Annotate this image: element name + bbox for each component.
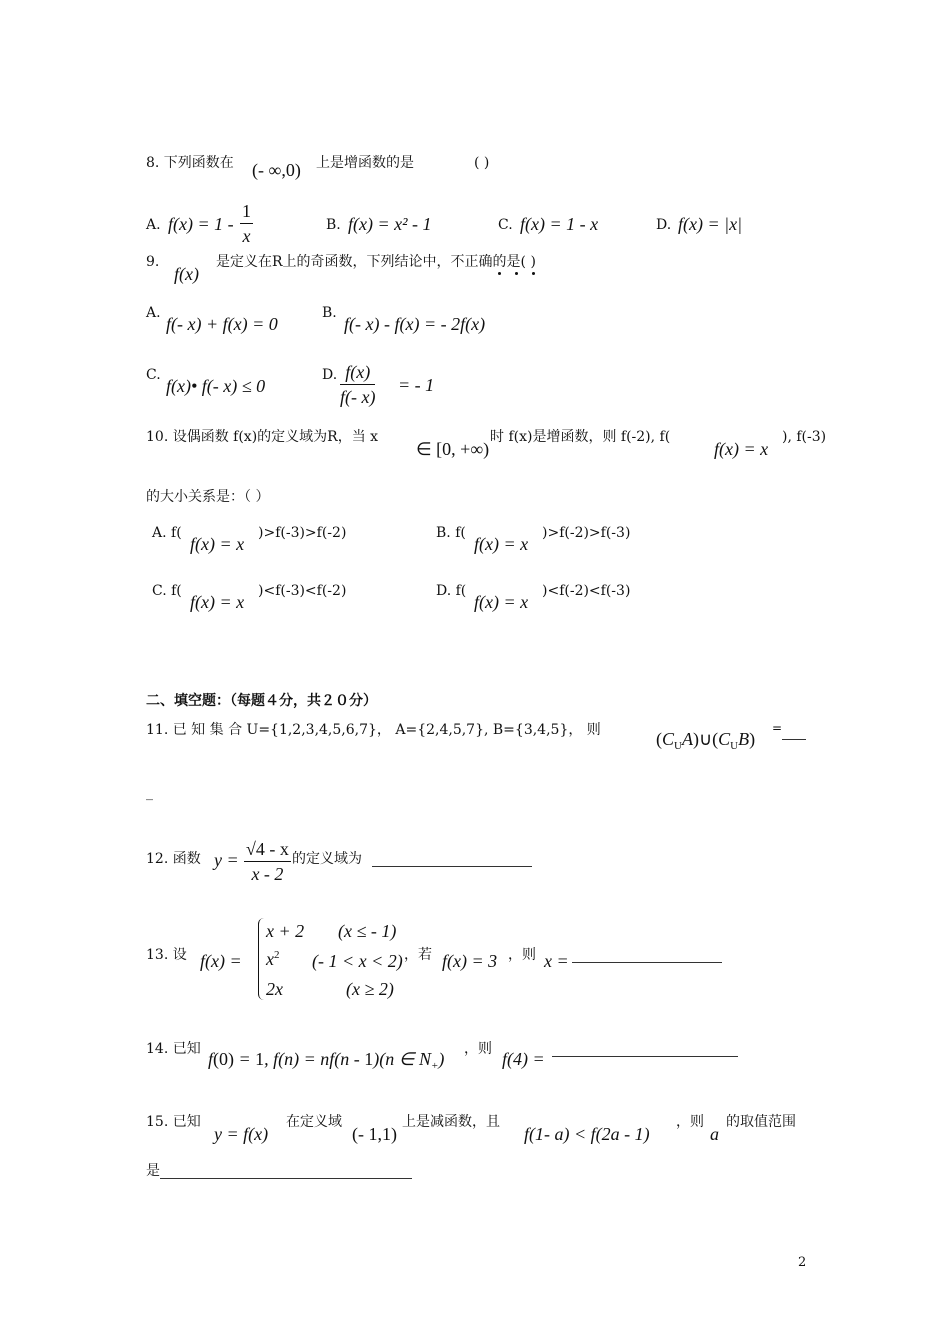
q10-option-a-fx: f(x) = x [190, 534, 245, 554]
q12-numerator: √4 - x [244, 840, 291, 862]
section-2-title: 二、填空题：（每题４分，共２０分） [146, 693, 377, 709]
q10-option-c-pre: C. f( [152, 583, 182, 599]
q9-option-a-label: A. [146, 305, 161, 321]
q9-d-denominator: f(- x) [340, 387, 376, 407]
q8-option-c-expr: f(x) = 1 - x [520, 214, 599, 234]
q9-option-b-label: B. [322, 305, 337, 321]
page-number: 2 [798, 1255, 807, 1270]
q10-option-d-fx: f(x) = x [474, 592, 529, 612]
q13-cond1: (x ≤ - 1) [338, 921, 397, 941]
q13-stem: 13. 设 [146, 947, 187, 963]
q15-fx: y = f(x) [214, 1124, 269, 1144]
q9-option-d-fraction [340, 363, 375, 406]
q13-case1: x + 2 [266, 921, 305, 941]
q10-fx-eq: f(x) = x [714, 439, 769, 459]
q14-ans: f(4) = [502, 1049, 545, 1069]
q13-cond3: (x ≥ 2) [346, 979, 394, 999]
q10-stem4: 的大小关系是：（ ） [146, 489, 270, 505]
q8-answer-paren: ( ) [474, 155, 490, 171]
q10-option-b-post: )>f(-2)>f(-3) [542, 525, 631, 541]
q15-a: a [710, 1124, 719, 1144]
q14-stem: 14. 已知 [146, 1041, 201, 1057]
q9-option-d-label: D. [322, 367, 338, 383]
q13-case2: $x^2$ [266, 949, 280, 969]
q8-option-a-expr: f(x) = 1 - [168, 214, 234, 234]
q15-stem3: 上是减函数，且 [402, 1114, 500, 1130]
q15-stem5: 是 [146, 1163, 160, 1179]
q12-y: y = [214, 850, 239, 870]
q11-expr: $(C_UA)\cup(C_UB)$ [656, 729, 756, 752]
q13-answer-blank[interactable] [572, 962, 722, 963]
q9-fx: f(x) [174, 264, 199, 284]
emphasis-dot [532, 272, 535, 275]
q9-stem: 是定义在R上的奇函数，下列结论中，不正确的是( ) [216, 254, 536, 270]
q15-domain: (- 1,1) [352, 1124, 397, 1144]
q15-stem2: 在定义域 [286, 1114, 342, 1130]
q10-option-b-pre: B. f( [436, 525, 466, 541]
q15-answer-blank[interactable] [160, 1178, 412, 1179]
q9-option-b-expr: f(- x) - f(x) = - 2f(x) [344, 314, 486, 334]
q12-answer-blank[interactable] [372, 866, 532, 867]
q8-interval: (- ∞,0) [252, 160, 301, 180]
q15-stem4: 的取值范围 [726, 1114, 796, 1130]
q8-a-denominator: x [242, 226, 251, 246]
q8-option-b-label: B. [326, 217, 341, 233]
q14-expr: f(0) = 1, f(n) = nf(n - 1)(n ∈ $N_+$) [208, 1049, 445, 1072]
q12-stem2: 的定义域为 [292, 851, 362, 867]
emphasis-dot [498, 272, 501, 275]
q12-fraction [244, 840, 291, 883]
emphasis-dot [515, 272, 518, 275]
q9-d-numerator: f(x) [340, 363, 375, 385]
q10-stem3: ), f(-3) [782, 429, 827, 445]
q10-interval: ∈ [0, +∞) [416, 439, 490, 459]
q8-option-a-fraction [240, 202, 253, 245]
q8-a-numerator: 1 [240, 202, 253, 224]
q8-option-c-label: C. [498, 217, 513, 233]
q8-option-b-expr: f(x) = x² - 1 [348, 214, 432, 234]
q10-stem2: 时 f(x)是增函数，则 f(-2), f( [490, 429, 671, 445]
q12-denominator: x - 2 [251, 864, 284, 884]
q10-option-b-fx: f(x) = x [474, 534, 529, 554]
q12-stem: 12. 函数 [146, 851, 201, 867]
q10-stem1: 10. 设偶函数 f(x)的定义域为R，当 x [146, 429, 379, 445]
q8-option-a-label: A. [146, 217, 161, 233]
q10-option-a-pre: A. f( [152, 525, 182, 541]
q10-option-a-post: )>f(-3)>f(-2) [258, 525, 347, 541]
q8-stem: 8. 下列函数在 [146, 155, 234, 171]
q10-option-d-post: )<f(-2)<f(-3) [542, 583, 631, 599]
q9-option-d-rest: = - 1 [398, 375, 435, 395]
q11-equals: = [772, 721, 783, 735]
q11-answer-blank[interactable] [782, 739, 806, 740]
q15-stem: 15. 已知 [146, 1114, 201, 1130]
q8-option-d-label: D. [656, 217, 672, 233]
q13-then: ，则 [508, 947, 536, 963]
q14-then: ，则 [464, 1041, 492, 1057]
q13-cond2: (- 1 < x < 2) [312, 951, 403, 971]
q9-option-c-label: C. [146, 367, 161, 383]
q10-option-c-fx: f(x) = x [190, 592, 245, 612]
q9-number: 9. [146, 254, 160, 270]
q13-case3: 2x [266, 979, 283, 999]
q9-option-c-expr: f(x)• f(- x) ≤ 0 [166, 376, 266, 396]
q13-given: f(x) = 3 [442, 951, 498, 971]
q15-ineq: f(1- a) < f(2a - 1) [524, 1124, 650, 1144]
q13-ans: x = [544, 951, 569, 971]
q8-stem2: 上是增函数的是 [316, 155, 414, 171]
q14-answer-blank[interactable] [552, 1056, 738, 1057]
q13-fx: f(x) = [200, 951, 242, 971]
q11-dash: _ [146, 785, 153, 801]
q10-option-d-pre: D. f( [436, 583, 467, 599]
q10-option-c-post: )<f(-3)<f(-2) [258, 583, 347, 599]
q9-option-a-expr: f(- x) + f(x) = 0 [166, 314, 278, 334]
q13-if: ，若 [404, 947, 432, 963]
q11-stem: 11. 已 知 集 合 U={1,2,3,4,5,6,7}， A={2,4,5,7}, B={3,4,5}， 则 [146, 722, 601, 738]
q15-then: ，则 [676, 1114, 704, 1130]
q8-option-d-expr: f(x) = |x| [678, 214, 743, 234]
